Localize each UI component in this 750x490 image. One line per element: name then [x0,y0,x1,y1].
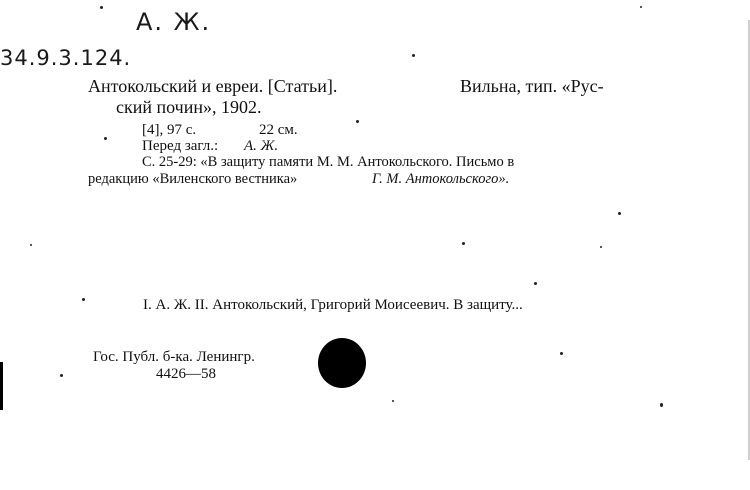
size: 22 см. [259,122,298,138]
speck [30,244,32,246]
library-name: Гос. Публ. б-ка. Ленингр. [93,349,255,365]
note-prefix: Перед загл.: [142,138,219,154]
left-edge-mark [0,362,3,410]
speck [660,403,663,407]
speck [104,137,107,140]
pagination: [4], 97 с. [142,122,197,138]
speck [100,6,103,9]
contents-line-1: С. 25-29: «В защиту памяти М. М. Антокольского. Письмо в [142,154,515,170]
title-line-2: ский почин», 1902. [116,97,262,117]
title-line-1-a: Антокольский и евреи. [Статьи]. [88,76,338,96]
speck [462,242,465,245]
speck [412,54,415,57]
card-number: 4426—58 [156,366,216,382]
title-line-1-b: Вильна, тип. «Рус- [460,76,604,96]
speck [356,120,359,123]
speck [560,352,563,355]
punch-hole [318,338,366,388]
speck [392,400,394,402]
handwritten-author-note: А. Ж. [136,8,212,36]
speck [534,282,537,285]
speck [600,246,602,248]
speck [82,298,85,301]
tracing-line: I. А. Ж. II. Антокольский, Григорий Моисеевич. В защиту... [143,297,523,313]
contents-line-2-b: Г. М. Антокольского». [372,171,510,187]
speck [640,6,642,8]
speck [60,374,63,377]
contents-line-2-a: редакцию «Виленского вестника» [88,171,298,187]
handwritten-shelfmark: 34.9.3.124. [0,46,132,70]
note-author: А. Ж. [244,138,279,154]
speck [618,212,621,215]
